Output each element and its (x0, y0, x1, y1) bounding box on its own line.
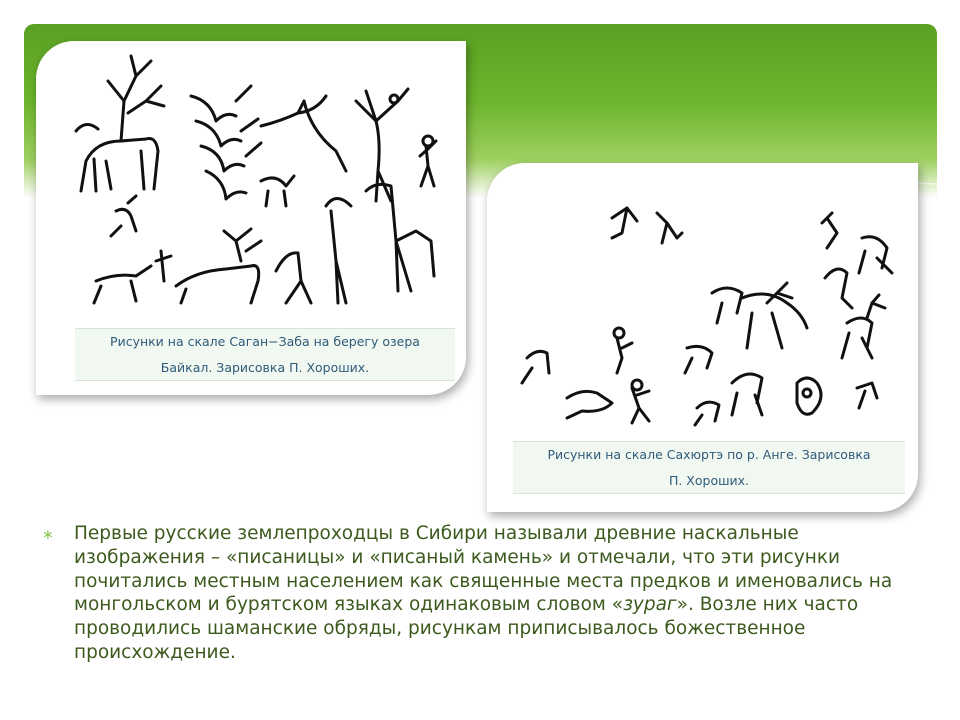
body-text-part-2: ». Возле них часто проводились шаманские обряды, рисункам приписывалось божественное происхождение. (74, 594, 859, 663)
petroglyph-sketch-2 (487, 163, 918, 443)
image-caption-1 (75, 328, 455, 381)
image-caption-2 (513, 441, 905, 494)
body-text-emphasis: зураг (623, 594, 677, 616)
image-caption-1-line-2: Байкал. Зарисовка П. Хороших. (160, 360, 370, 375)
asterisk-icon: ∗ (42, 527, 54, 543)
petroglyph-image-sagan-zaba (36, 41, 466, 395)
petroglyph-sketch-1 (36, 41, 466, 331)
body-text-part-1: Первые русские землепроходцы в Сибири называли древние наскальные изображения – «писаницы» и «писаный камень» и отмечали, что эти рисунки почитались местным населением как священные места предков и именовались на монгольском и бурятском языках одинаковым словом « (74, 523, 893, 616)
body-paragraph (74, 522, 934, 665)
image-caption-2-line-2: П. Хороших. (668, 473, 750, 488)
image-caption-2-line-1: Рисунки на скале Сахюртэ по р. Анге. Зарисовка (547, 447, 871, 462)
petroglyph-image-sakhyurte (487, 163, 918, 512)
image-caption-1-line-1: Рисунки на скале Саган−Заба на берегу озера (110, 334, 420, 349)
